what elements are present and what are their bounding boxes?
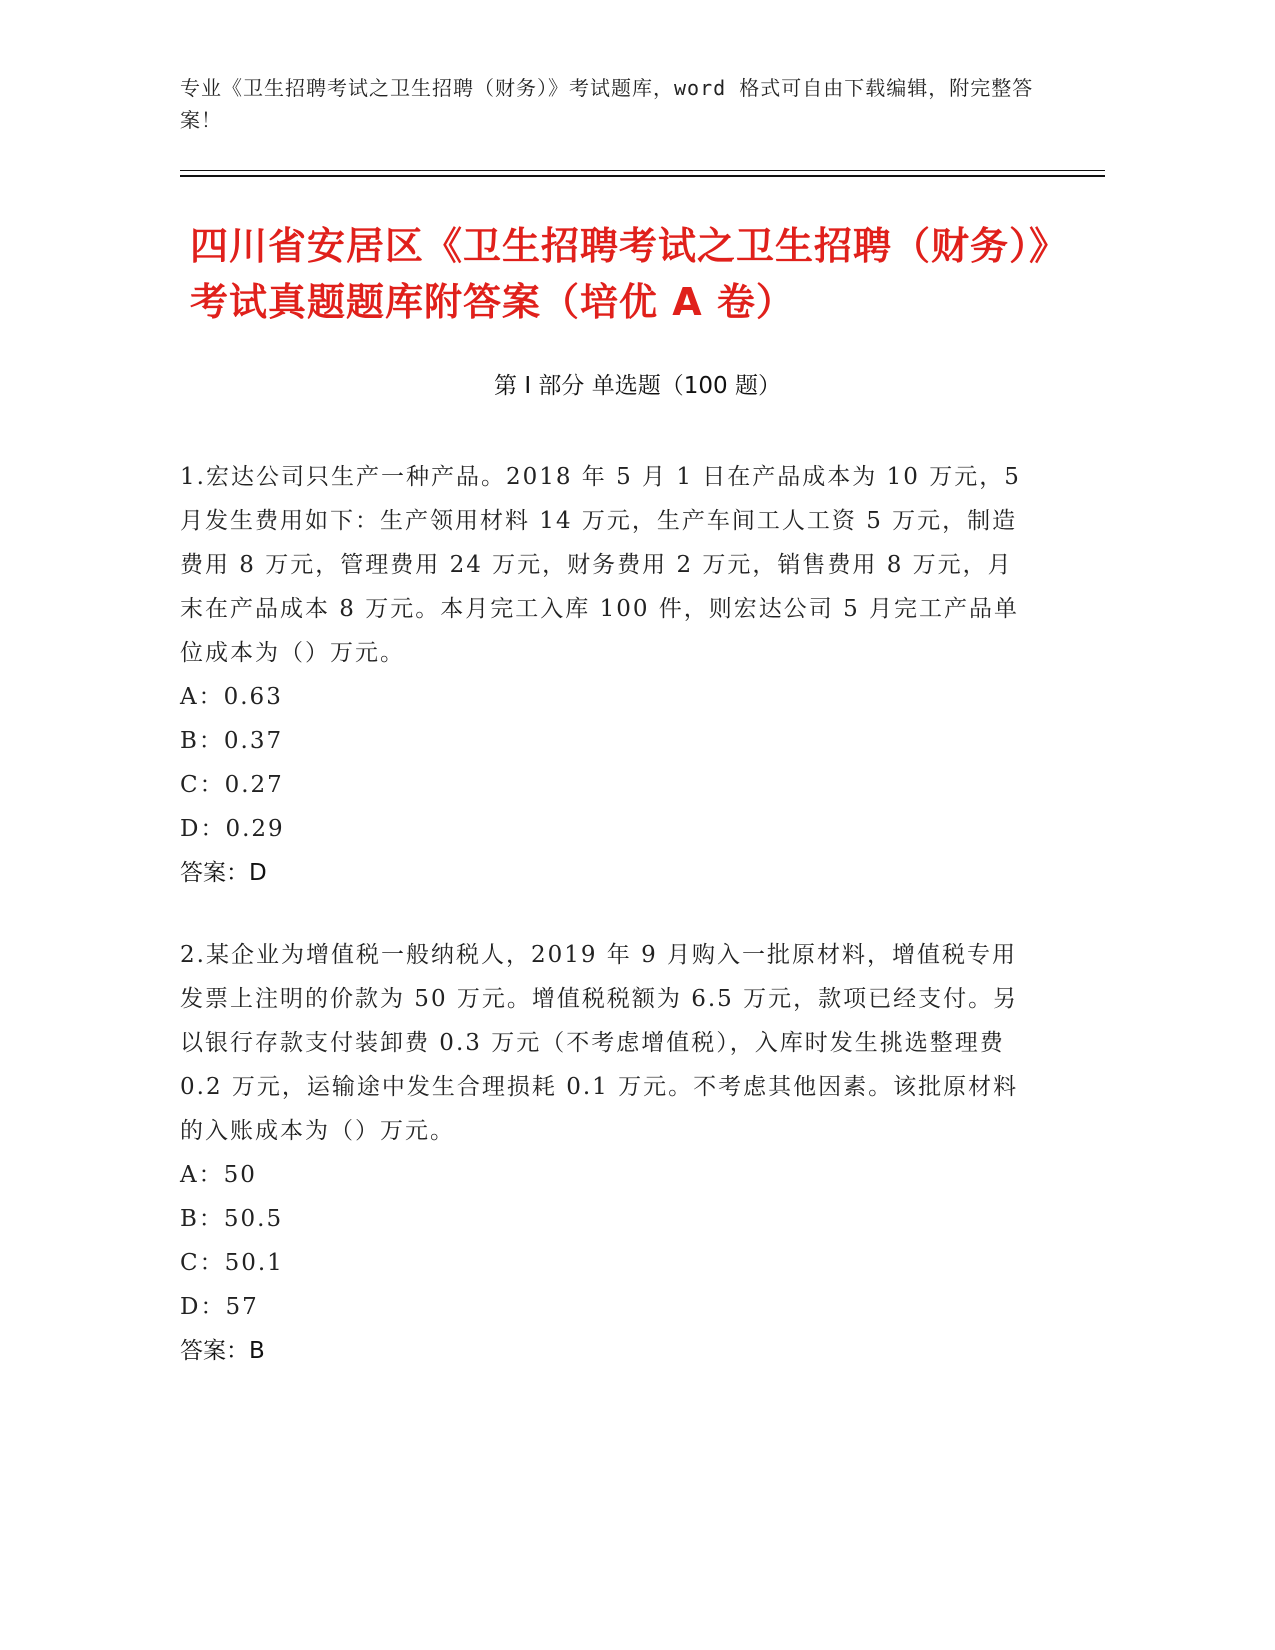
section-title: 第 I 部分 单选题（100 题）	[494, 373, 781, 399]
option-b: B：50.5	[180, 1206, 284, 1232]
answer: 答案：D	[180, 860, 267, 886]
option-d: D：0.29	[180, 816, 285, 842]
option-c: C：50.1	[180, 1250, 284, 1276]
header-divider-top	[180, 170, 1105, 171]
document-title: 四川省安居区《卫生招聘考试之卫生招聘（财务）》考试真题题库附答案（培优 A 卷）	[190, 224, 1069, 324]
option-b: B：0.37	[180, 728, 284, 754]
question-2	[180, 933, 1030, 1373]
header-note: 专业《卫生招聘考试之卫生招聘（财务）》考试题库，word 格式可自由下载编辑，附完整答案！	[180, 76, 1034, 132]
option-d: D：57	[180, 1294, 259, 1320]
option-a: A：50	[180, 1162, 257, 1188]
question-stem: 2.某企业为增值税一般纳税人，2019 年 9 月购入一批原材料，增值税专用发票上注明的价款为 50 万元。增值税税额为 6.5 万元，款项已经支付。另以银行存款支付装卸费 0.3 万元（不考虑增值税），入库时发生挑选整理费 0.2 万元，运输途中发生合理损耗 0.1 万元。不考虑其他因素。该批原材料的入账成本为（）万元。	[180, 942, 1019, 1144]
answer: 答案：B	[180, 1338, 265, 1364]
header-divider-bottom	[180, 175, 1105, 177]
option-a: A：0.63	[180, 684, 283, 710]
question-stem: 1.宏达公司只生产一种产品。2018 年 5 月 1 日在产品成本为 10 万元，5 月发生费用如下：生产领用材料 14 万元，生产车间工人工资 5 万元，制造费用 8 万元，管理费用 24 万元，财务费用 2 万元，销售费用 8 万元，月末在产品成本 8 万元。本月完工入库 100 件，则宏达公司 5 月完工产品单位成本为（）万元。	[180, 464, 1021, 666]
question-1	[180, 455, 1030, 895]
option-c: C：0.27	[180, 772, 284, 798]
